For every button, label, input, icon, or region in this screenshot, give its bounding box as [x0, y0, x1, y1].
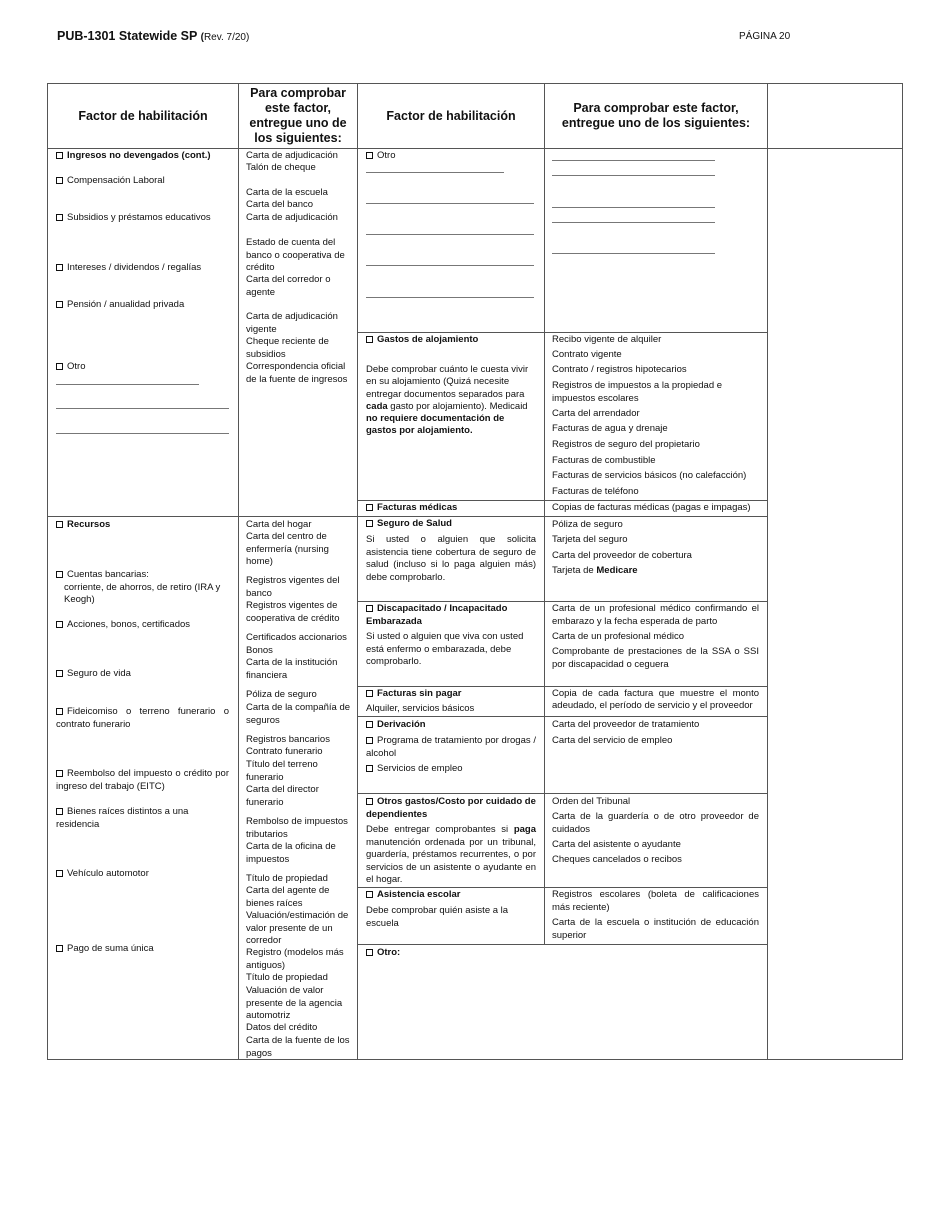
blank-line-other-left-2[interactable]: [56, 408, 229, 409]
proof-school-letter: Carta de la escuela: [246, 187, 328, 198]
row-divider-disabled: [357, 601, 768, 602]
medicare-label: Medicare: [596, 565, 638, 576]
factor-medical-bills[interactable]: [366, 502, 457, 515]
other-expenses-description: [366, 824, 536, 887]
housing-description: [366, 364, 534, 438]
checkbox-icon: [56, 670, 63, 677]
referral-proof-employment: Carta del servicio de empleo: [552, 735, 673, 746]
medical-bills-proof: Copias de facturas médicas (pagas e impagas): [552, 502, 751, 513]
housing-proof-lease: Contrato vigente: [552, 349, 622, 360]
checkbox-icon: [56, 571, 63, 578]
checkbox-icon: [56, 621, 63, 628]
checkbox-icon: [56, 301, 63, 308]
health-proof-policy: Póliza de seguro: [552, 519, 623, 530]
health-proof-card: Tarjeta del seguro: [552, 534, 628, 545]
factor-real-estate[interactable]: [56, 806, 234, 831]
checkbox-icon: [56, 152, 63, 159]
checkbox-icon: [56, 808, 63, 815]
proof-official-correspondence: Correspondencia oficial de la fuente de ingresos: [246, 361, 348, 385]
proof-property-title: Título de propiedad: [246, 873, 328, 884]
checkbox-icon: [56, 770, 63, 777]
proof-award-letter-1: Carta de adjudicación: [246, 150, 338, 161]
housing-desc-each: cada: [366, 400, 388, 412]
factor-label: Acciones, bonos, certificados: [67, 619, 191, 630]
form-id-text: PUB-1301 Statewide SP: [57, 29, 198, 43]
checkbox-icon: [56, 363, 63, 370]
factor-label: Asistencia escolar: [377, 889, 461, 900]
housing-desc-part2: gasto por alojamiento). Medicaid: [387, 400, 528, 412]
factor-label: Fideicomiso o terreno funerario o contrato funerario: [56, 706, 229, 730]
factor-unearned-income[interactable]: [56, 150, 211, 163]
unpaid-bills-description: Alquiler, servicios básicos: [366, 703, 475, 714]
housing-desc-part1: Debe comprobar cuánto le cuesta vivir en su alojamiento (Quizá necesite entregar documentos separados para: [366, 364, 529, 400]
other-expenses-proof-checks: Cheques cancelados o recibos: [552, 854, 682, 865]
school-description: Debe comprobar quién asiste a la escuela: [366, 905, 509, 929]
factor-label: Otros gastos/Costo por cuidado de dependientes: [366, 796, 536, 820]
header-factor-left: Factor de habilitación: [78, 108, 208, 123]
factor-eitc-refund[interactable]: [56, 768, 229, 793]
checkbox-icon: [56, 214, 63, 221]
proof-home-letter: Carta del hogar: [246, 519, 312, 530]
factor-unpaid-bills[interactable]: [366, 688, 461, 701]
checkbox-icon: [56, 521, 63, 528]
header-row-bottom: [47, 148, 903, 149]
health-insurance-description: Si usted o alguien que solicita asistencia tiene cobertura de seguro de salud (incluso si lo paga alguien más) debe comprobarlo.: [366, 534, 536, 583]
proof-broker-valuation: Valuación/estimación de valor presente de un corredor: [246, 910, 349, 946]
proof-real-estate-agent: Carta del agente de bienes raíces: [246, 885, 330, 909]
row-divider-housing: [357, 332, 768, 333]
col-divider-3a: [544, 83, 545, 944]
disabled-proof-medical: Carta de un profesional médico: [552, 631, 685, 642]
blank-proof-2[interactable]: [552, 175, 715, 176]
col-divider-1: [238, 83, 239, 1059]
blank-factor-1[interactable]: [366, 172, 504, 173]
blank-line-other-left-1[interactable]: [56, 384, 199, 385]
other-expenses-desc-pays: paga: [513, 824, 536, 835]
unpaid-bills-proof: Copia de cada factura que muestre el monto adeudado, el período de servicio y el proveedor: [552, 688, 759, 711]
proof-bank-letter: Carta del banco: [246, 199, 314, 210]
factor-disabled-pregnant[interactable]: [366, 603, 538, 628]
factor-label: Otro: [377, 150, 396, 161]
rev-text: Rev. 7/20): [203, 32, 250, 43]
proof-funeral-director: Carta del director funerario: [246, 784, 319, 808]
factor-other-left[interactable]: [56, 361, 85, 374]
factor-referral[interactable]: [366, 719, 426, 732]
proof-payment-source-letter: Carta de la fuente de los pagos: [246, 1035, 350, 1059]
proof-vehicle-title: Título de propiedad: [246, 972, 328, 983]
rev-open: (: [200, 32, 204, 43]
proof-burial-plot-title: Título del terreno funerario: [246, 759, 318, 783]
school-proof-institution-letter: Carta de la escuela o institución de educación superior: [552, 917, 759, 941]
factor-private-pension[interactable]: [56, 299, 184, 312]
factor-label: Otro:: [377, 947, 401, 958]
header-proof-right: Para comprobar este factor, entregue uno de los siguientes:: [561, 101, 751, 130]
checkbox-icon: [366, 765, 373, 772]
housing-proof-mortgage: Contrato / registros hipotecarios: [552, 364, 687, 375]
factor-label: Seguro de vida: [67, 668, 131, 679]
blank-line-other-left-3[interactable]: [56, 433, 229, 434]
factor-label: Cuentas bancarias:: [67, 569, 149, 580]
checkbox-icon: [366, 737, 373, 744]
checkbox-icon: [366, 605, 373, 612]
factor-label: Reembolso del impuesto o crédito por ingreso del trabajo (EITC): [56, 768, 229, 792]
housing-proof-home-insurance: Registros de seguro del propietario: [552, 439, 700, 450]
row-divider-school: [357, 887, 768, 888]
factor-school-attendance[interactable]: [366, 889, 460, 902]
col-divider-2: [357, 83, 358, 1059]
factor-label: Seguro de Salud: [377, 518, 452, 529]
proof-stock-certificates: Certificados accionarios: [246, 632, 347, 643]
checkbox-icon: [366, 336, 373, 343]
proof-credit-union-records: Registros vigentes de cooperativa de crédito: [246, 600, 340, 624]
proof-tax-office-letter: Carta de la oficina de impuestos: [246, 841, 336, 865]
checkbox-icon: [56, 708, 63, 715]
housing-proof-phone: Facturas de teléfono: [552, 486, 639, 497]
school-proof-records: Registros escolares (boleta de calificaciones más reciente): [552, 889, 759, 913]
housing-proof-utilities: Facturas de servicios básicos (no calefacción): [552, 470, 747, 481]
proof-insurance-company-letter: Carta de la compañía de seguros: [246, 702, 351, 726]
housing-proof-water: Facturas de agua y drenaje: [552, 423, 668, 434]
other-expenses-desc-part2: manutención ordenada por un tribunal, guardería, préstamos recurrentes, o por servicios de un asistente o ayudante en el hogar.: [366, 836, 536, 885]
factor-label: Compensación Laboral: [67, 175, 165, 186]
row-divider-other-expenses: [357, 793, 768, 794]
page-number: PÁGINA 20: [739, 31, 791, 42]
other-expenses-proof-court-order: Orden del Tribunal: [552, 796, 631, 807]
row-divider-medical: [357, 500, 768, 501]
checkbox-icon: [366, 152, 373, 159]
factor-bank-accounts[interactable]: [56, 569, 234, 607]
form-id: [57, 29, 249, 43]
proof-funeral-contract: Contrato funerario: [246, 746, 323, 757]
blank-factor-2[interactable]: [366, 203, 534, 204]
disabled-proof-ssa-ssi: Comprobante de prestaciones de la SSA o SSI por discapacidad o ceguera: [552, 646, 759, 670]
other-expenses-proof-daycare: Carta de la guardería o de otro proveedor de cuidados: [552, 811, 759, 835]
row-divider-unpaid: [357, 686, 768, 687]
table-border-right: [902, 83, 903, 1059]
proof-insurance-policy: Póliza de seguro: [246, 689, 317, 700]
proof-registration: Registro (modelos más antiguos): [246, 947, 344, 971]
proof-bank-records-2: Registros bancarios: [246, 734, 330, 745]
factor-bank-accounts-detail: corriente, de ahorros, de retiro (IRA y Keogh): [64, 581, 221, 605]
factor-label: Vehículo automotor: [67, 868, 149, 879]
factor-label: Derivación: [377, 719, 426, 730]
factor-housing-expenses[interactable]: [366, 334, 478, 347]
proof-bonds: Bonos: [246, 645, 273, 656]
col-divider-4: [767, 83, 768, 1059]
factor-life-insurance[interactable]: [56, 668, 131, 681]
proof-credit-data: Datos del crédito: [246, 1022, 318, 1033]
proof-nursing-home-letter: Carta del centro de enfermería (nursing home): [246, 531, 329, 567]
row-divider-referral: [357, 716, 768, 717]
row-divider-health: [357, 516, 768, 517]
factor-label: Bienes raíces distintos a una residencia: [56, 806, 189, 830]
factor-label: Recursos: [67, 519, 111, 530]
blank-factor-3[interactable]: [366, 234, 534, 235]
row-divider-other-bottom: [357, 944, 768, 945]
left-section-divider: [47, 516, 358, 517]
factor-label: Ingresos no devengados (cont.): [67, 150, 211, 161]
blank-factor-5[interactable]: [366, 297, 534, 298]
proof-recent-benefit-check: Cheque reciente de subsidios: [246, 336, 329, 360]
checkbox-icon: [56, 177, 63, 184]
factor-interest-dividends[interactable]: [56, 262, 201, 275]
referral-employment[interactable]: [366, 763, 463, 776]
factor-lump-sum[interactable]: [56, 943, 154, 956]
checkbox-icon: [366, 504, 373, 511]
factor-other-top[interactable]: [366, 150, 395, 163]
disabled-proof-pregnancy: Carta de un profesional médico confirmando el embarazo y la fecha esperada de parto: [552, 603, 759, 627]
checkbox-icon: [366, 798, 373, 805]
factor-label: Discapacitado / Incapacitado Embarazada: [366, 603, 508, 627]
proof-broker-letter: Carta del corredor o agente: [246, 274, 331, 298]
blank-factor-4[interactable]: [366, 265, 534, 266]
proof-check-stub: Talón de cheque: [246, 162, 316, 173]
factor-vehicle[interactable]: [56, 868, 149, 881]
proof-dealer-valuation: Valuación de valor presente de la agencia automotriz: [246, 985, 343, 1021]
factor-other-bottom[interactable]: [366, 947, 400, 960]
health-proof-provider-letter: Carta del proveedor de cobertura: [552, 550, 692, 561]
disabled-description: Si usted o alguien que viva con usted está enfermo o embarazada, debe comprobarlo.: [366, 631, 524, 667]
blank-proof-3[interactable]: [552, 207, 715, 208]
table-border-bottom: [47, 1059, 903, 1060]
housing-proof-fuel: Facturas de combustible: [552, 455, 656, 466]
checkbox-icon: [366, 520, 373, 527]
factor-workers-comp[interactable]: [56, 175, 165, 188]
checkbox-icon: [366, 690, 373, 697]
housing-proof-landlord: Carta del arrendador: [552, 408, 640, 419]
table-border-left: [47, 83, 48, 1059]
factor-label: Facturas médicas: [377, 502, 458, 513]
proof-tax-refund: Rembolso de impuestos tributarios: [246, 816, 348, 840]
proof-bank-records: Registros vigentes del banco: [246, 575, 340, 599]
housing-proof-rent-receipt: Recibo vigente de alquiler: [552, 334, 662, 345]
checkbox-icon: [366, 891, 373, 898]
other-expenses-proof-assistant: Carta del asistente o ayudante: [552, 839, 681, 850]
factor-label: Intereses / dividendos / regalías: [67, 262, 202, 273]
factor-education-grants[interactable]: [56, 212, 211, 225]
proof-financial-institution: Carta de la institución financiera: [246, 657, 338, 681]
factor-label: Pensión / anualidad privada: [67, 299, 185, 310]
health-proof-medicare-card: [552, 565, 762, 578]
referral-employment-label: Servicios de empleo: [377, 763, 463, 774]
blank-proof-1[interactable]: [552, 160, 715, 161]
referral-drug-label: Programa de tratamiento por drogas / alcohol: [366, 735, 536, 759]
factor-stocks-bonds[interactable]: [56, 619, 190, 632]
header-factor-right: Factor de habilitación: [386, 108, 516, 123]
proof-bank-statement: Estado de cuenta del banco o cooperativa de crédito: [246, 237, 345, 273]
checkbox-icon: [56, 945, 63, 952]
factor-label: Facturas sin pagar: [377, 688, 462, 699]
factor-health-insurance[interactable]: [366, 518, 452, 531]
factor-other-expenses[interactable]: [366, 796, 538, 821]
factor-resources[interactable]: [56, 519, 110, 532]
proof-award-letter-2: Carta de adjudicación: [246, 212, 338, 223]
factor-label: Otro: [67, 361, 86, 372]
checkbox-icon: [366, 721, 373, 728]
form-revision: [201, 32, 250, 43]
factor-label: Pago de suma única: [67, 943, 154, 954]
factor-label: Subsidios y préstamos educativos: [67, 212, 211, 223]
housing-desc-not-required: no requiere documentación de gastos por alojamiento.: [366, 413, 505, 437]
factor-label: Gastos de alojamiento: [377, 334, 479, 345]
proof-current-award-letter: Carta de adjudicación vigente: [246, 311, 338, 335]
blank-proof-4[interactable]: [552, 222, 715, 223]
other-expenses-desc-part1: Debe entregar comprobantes si: [366, 824, 514, 835]
blank-proof-5[interactable]: [552, 253, 715, 254]
medicare-prefix: Tarjeta de: [552, 565, 597, 576]
header-proof-left: Para comprobar este factor, entregue uno de los siguientes:: [249, 86, 347, 145]
checkbox-icon: [56, 264, 63, 271]
housing-proof-property-tax: Registros de impuestos a la propiedad e impuestos escolares: [552, 380, 723, 404]
checkbox-icon: [56, 870, 63, 877]
checkbox-icon: [366, 949, 373, 956]
referral-proof-treatment: Carta del proveedor de tratamiento: [552, 719, 700, 730]
factor-burial-trust[interactable]: [56, 706, 229, 731]
referral-drug-program[interactable]: [366, 735, 536, 760]
